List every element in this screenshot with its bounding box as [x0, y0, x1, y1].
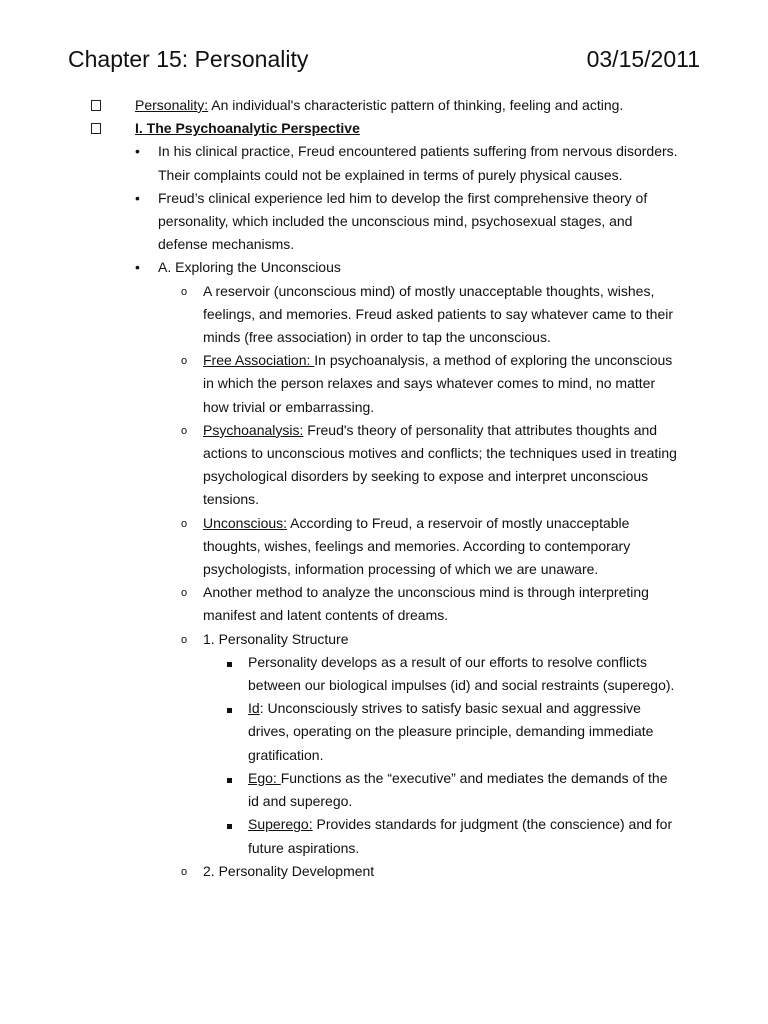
item-text: In his clinical practice, Freud encountered patients suffering from nervous disorders. Their complaints could not be explained in terms of purely physical causes.: [158, 143, 678, 183]
bullet-circle-icon: o: [181, 285, 188, 298]
document-header: [68, 46, 700, 80]
list-item: [0, 628, 768, 651]
list-item: [0, 651, 768, 697]
list-item: [0, 581, 768, 627]
term-label: Id: [248, 700, 260, 717]
bullet-dot-icon: •: [135, 189, 140, 206]
definition-text: : Unconsciously strives to satisfy basic sexual and aggressive drives, operating on the pleasure principle, demanding immediate gratification.: [248, 700, 654, 763]
term-label: Personality:: [135, 97, 209, 113]
item-text: Another method to analyze the unconscious mind is through interpreting manifest and latent contents of dreams.: [203, 584, 649, 624]
list-item: [0, 117, 768, 140]
list-item: [0, 256, 768, 279]
list-item: [0, 280, 768, 350]
term-label: Free Association:: [203, 352, 315, 369]
definition-text: Freud's theory of personality that attributes thoughts and actions to unconscious motives and conflicts; the techniques used in treating psychological disorders by seeking to expose and interpret unconscious tensions.: [203, 421, 677, 508]
list-item: [0, 140, 768, 186]
bullet-square-icon: [227, 813, 232, 836]
item-text: Personality develops as a result of our efforts to resolve conflicts between our biological impulses (id) and social restraints (superego).: [248, 653, 675, 694]
term-label: Unconscious:: [203, 514, 288, 531]
bullet-circle-icon: o: [181, 865, 188, 878]
item-text: Freud’s clinical experience led him to develop the first comprehensive theory of personality, which included the unconscious mind, psychosexual stages, and defense mechanisms.: [158, 189, 648, 253]
term-label: Ego:: [248, 769, 281, 786]
item-text: 1. Personality Structure: [203, 630, 349, 647]
item-text: A. Exploring the Unconscious: [158, 259, 341, 276]
term-label: Psychoanalysis:: [203, 421, 304, 438]
list-item: [0, 94, 768, 117]
chapter-title: Chapter 15: Personality: [68, 46, 309, 72]
term-label: Superego:: [248, 816, 313, 833]
definition-text: Provides standards for judgment (the conscience) and for future aspirations.: [248, 816, 673, 856]
section-heading: I. The Psychoanalytic Perspective: [135, 120, 360, 137]
list-item: [0, 697, 768, 767]
list-item: [0, 187, 768, 257]
bullet-square-icon: [227, 651, 232, 674]
bullet-circle-icon: o: [181, 424, 188, 437]
list-item: [0, 419, 768, 512]
bullet-circle-icon: o: [181, 587, 188, 600]
list-item: [0, 860, 768, 883]
bullet-square-icon: [227, 697, 232, 720]
definition-text: An individual's characteristic pattern of thinking, feeling and acting.: [208, 97, 624, 113]
item-text: A reservoir (unconscious mind) of mostly unacceptable thoughts, wishes, feelings, and memories. Freud asked patients to say whatever came to their minds (free association) in order to tap the unconscious.: [203, 282, 674, 346]
list-item: [0, 767, 768, 813]
definition-text: According to Freud, a reservoir of mostly unacceptable thoughts, wishes, feelings and memories. According to contemporary psychologists, information processing of which we are unaware.: [203, 514, 631, 578]
definition-text: Functions as the “executive” and mediates the demands of the id and superego.: [248, 769, 668, 810]
document-date: 03/15/2011: [586, 46, 700, 72]
list-item: [0, 512, 768, 582]
item-text: 2. Personality Development: [203, 862, 375, 879]
bullet-circle-icon: o: [181, 517, 188, 530]
bullet-dot-icon: •: [135, 143, 140, 160]
bullet-circle-icon: o: [181, 355, 188, 368]
bullet-dot-icon: •: [135, 259, 140, 276]
bullet-circle-icon: o: [181, 633, 188, 646]
list-item: [0, 349, 768, 419]
list-item: [0, 813, 768, 859]
definition-text: In psychoanalysis, a method of exploring the unconscious in which the person relaxes and says whatever comes to mind, no matter how trivial or embarrassing.: [203, 352, 673, 415]
bullet-square-icon: [227, 767, 232, 790]
notes-outline: [0, 94, 768, 883]
